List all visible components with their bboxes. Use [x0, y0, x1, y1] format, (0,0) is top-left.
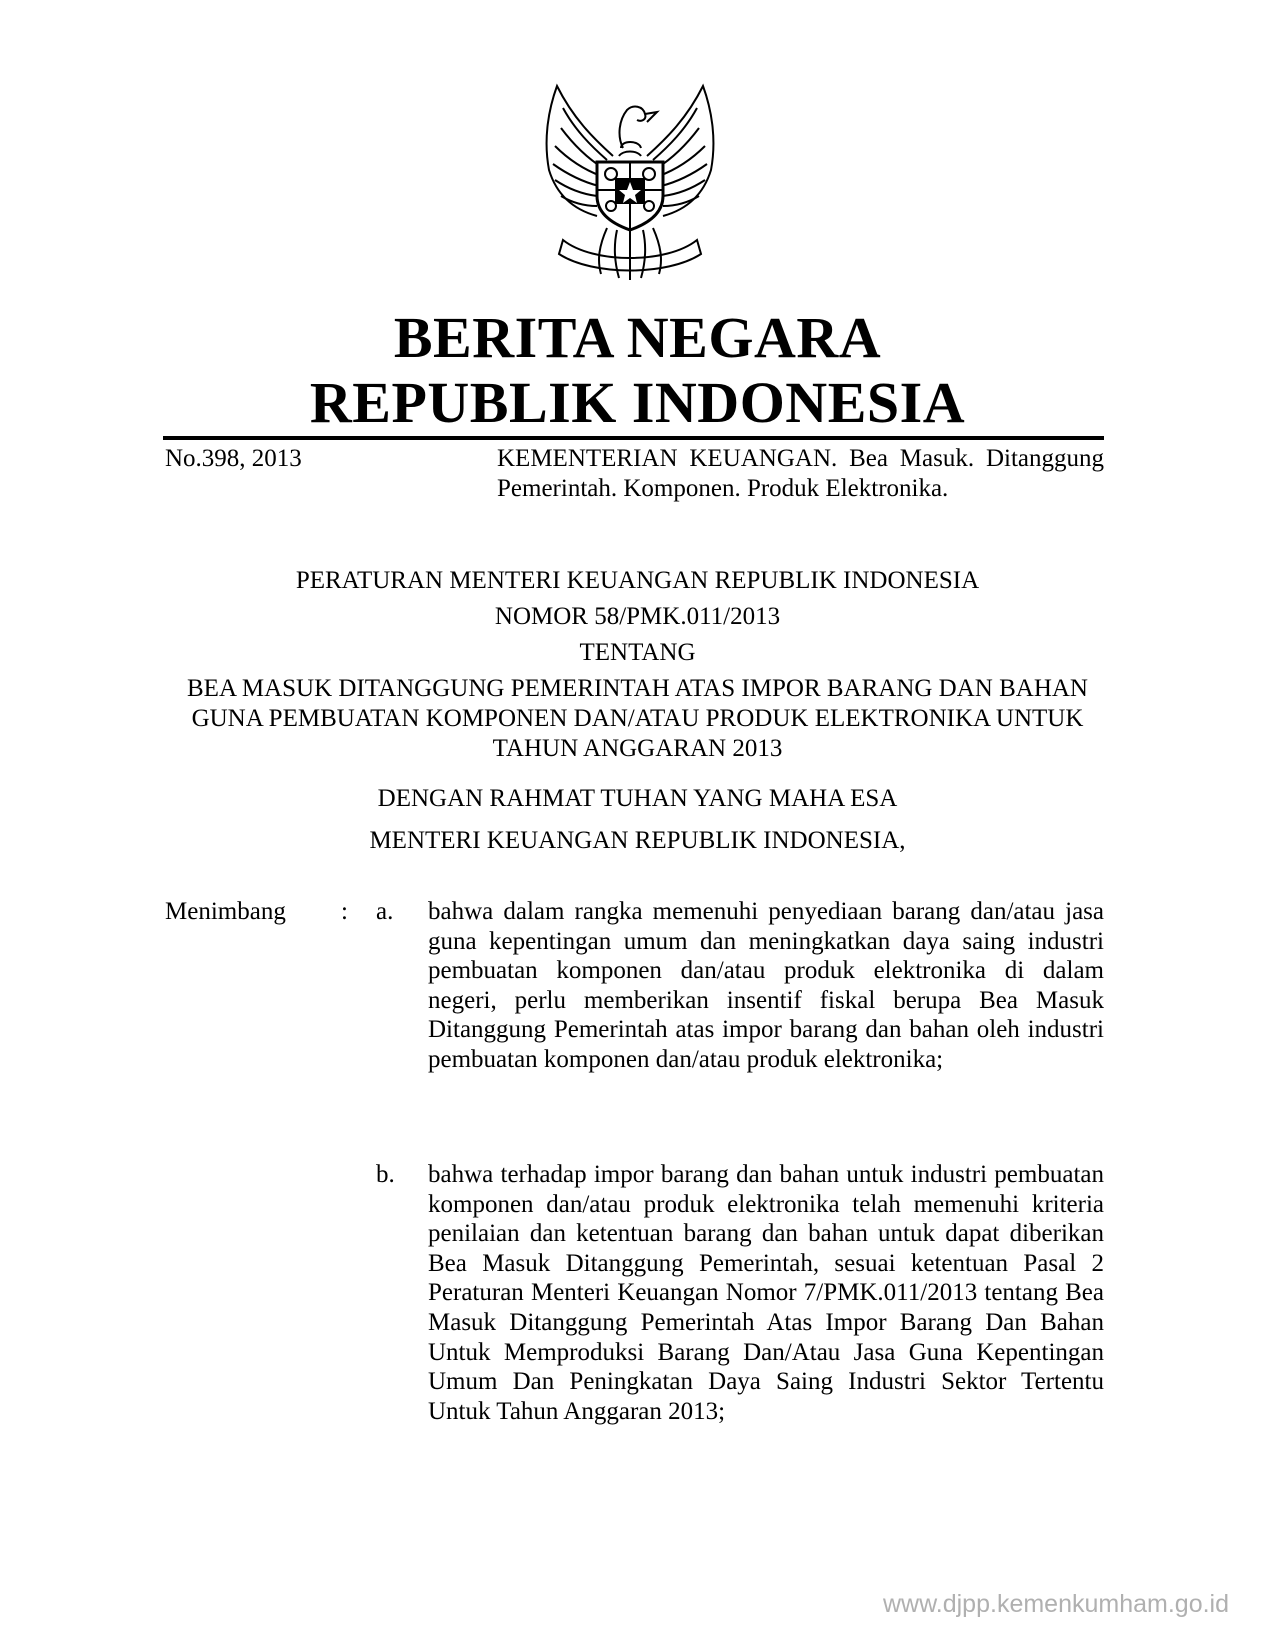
regulation-title: PERATURAN MENTERI KEUANGAN REPUBLIK INDONESIA — [295, 567, 980, 594]
considering-label: Menimbang — [165, 898, 286, 925]
minister-heading: MENTERI KEUANGAN REPUBLIK INDONESIA, — [369, 827, 906, 854]
gazette-subject: KEMENTERIAN KEUANGAN. Bea Masuk. Ditanggung Pemerintah. Komponen. Produk Elektronika. — [497, 445, 1104, 502]
considering-colon: : — [341, 898, 348, 925]
clause-marker: a. — [376, 898, 394, 925]
garuda-emblem-icon — [535, 78, 725, 283]
clause-marker: b. — [376, 1161, 395, 1188]
masthead-line-1: BERITA NEGARA — [393, 305, 882, 370]
clause-text: bahwa dalam rangka memenuhi penyediaan barang dan/atau jasa guna kepentingan umum dan meningkatkan daya saing industri pembuatan komponen dan/atau produk elektronika di dalam negeri, perlu memberikan insentif fiskal berupa Bea Masuk Ditanggung Pemerintah atas impor barang dan bahan oleh industri pembuatan komponen dan/atau produk elektronika; — [428, 898, 1104, 1073]
footer-url: www.djpp.kemenkumham.go.id — [883, 1590, 1229, 1618]
masthead-divider — [163, 436, 1104, 440]
masthead-line-2: REPUBLIK INDONESIA — [309, 370, 966, 435]
clause-text: bahwa terhadap impor barang dan bahan untuk industri pembuatan komponen dan/atau produk elektronika telah memenuhi kriteria penilaian dan ketentuan barang dan bahan untuk dapat diberikan Bea Masuk Ditanggung Pemerintah, sesuai ketentuan Pasal 2 Peraturan Menteri Keuangan Nomor 7/PMK.011/2013 tentang Bea Masuk Ditanggung Pemerintah Atas Impor Barang Dan Bahan Untuk Memproduksi Barang Dan/Atau Jasa Guna Kepentingan Umum Dan Peningkatan Daya Saing Industri Sektor Tertentu Untuk Tahun Anggaran 2013; — [428, 1161, 1104, 1425]
regulation-about: TENTANG — [579, 639, 696, 666]
invocation: DENGAN RAHMAT TUHAN YANG MAHA ESA — [377, 785, 898, 812]
gazette-number: No.398, 2013 — [165, 445, 302, 472]
regulation-number: NOMOR 58/PMK.011/2013 — [494, 603, 781, 630]
regulation-subject: BEA MASUK DITANGGUNG PEMERINTAH ATAS IMPOR BARANG DAN BAHAN GUNA PEMBUATAN KOMPONEN DAN/ATAU PRODUK ELEKTRONIKA UNTUK TAHUN ANGGARAN 2013 — [187, 675, 1088, 762]
